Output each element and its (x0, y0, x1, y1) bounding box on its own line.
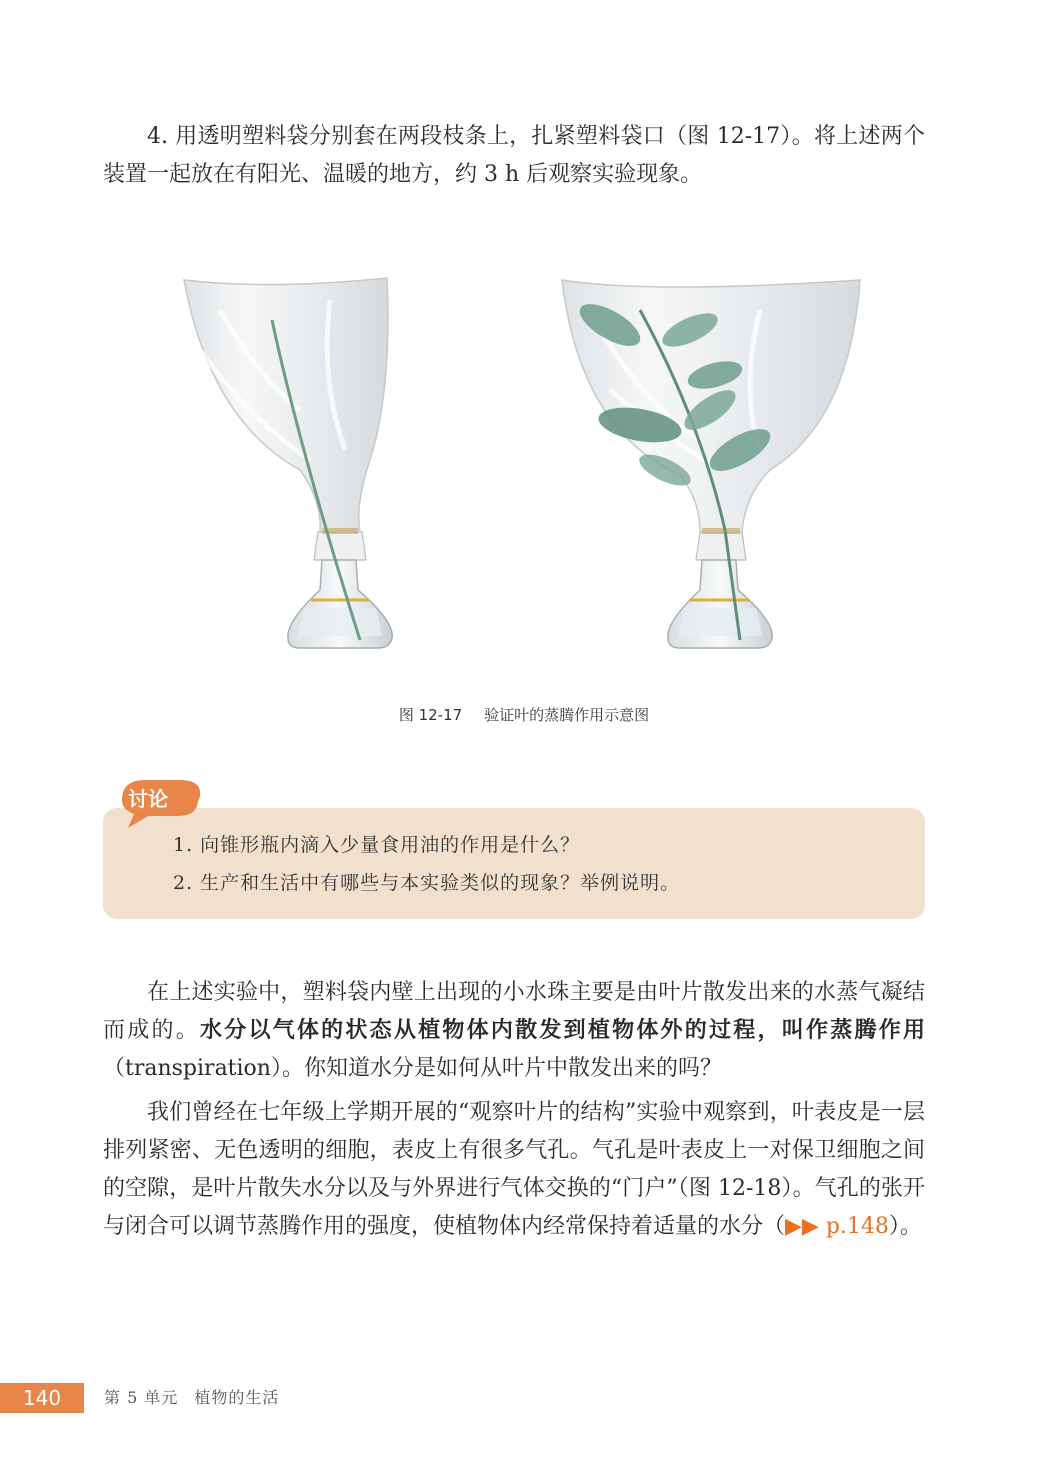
discussion-question-2: 2. 生产和生活中有哪些与本实验类似的现象？举例说明。 (173, 872, 681, 894)
body-paragraph-2-tail: ）。 (888, 1214, 922, 1239)
body-paragraph-1-tail: （transpiration）。你知道水分是如何从叶片中散发出来的吗？ (103, 1056, 722, 1081)
unit-title: 植物的生活 (194, 1388, 280, 1407)
figure-caption-number: 图 12-17 (398, 706, 463, 724)
figure-caption-title: 验证叶的蒸腾作用示意图 (484, 706, 650, 724)
discussion-list (173, 826, 680, 902)
discussion-question-1: 1. 向锥形瓶内滴入少量食用油的作用是什么？ (173, 834, 581, 856)
body-paragraph-2 (103, 1094, 925, 1246)
unit-label (104, 1383, 279, 1413)
discussion-badge (110, 772, 205, 832)
body-paragraph-1 (103, 974, 925, 1088)
page-cross-reference-link[interactable]: ▶▶ p.148 (785, 1214, 889, 1239)
flask-apparatus-leafless (184, 278, 392, 648)
body-paragraph-1-text: 在上述实验中，塑料袋内壁上出现的小水珠主要是由叶片散发出来的水蒸气凝结而成的。 (103, 980, 925, 1043)
page-footer (0, 1383, 1048, 1413)
page-number: 140 (0, 1383, 84, 1413)
discussion-box (103, 808, 925, 919)
body-paragraph-2-text: 我们曾经在七年级上学期开展的“观察叶片的结构”实验中观察到，叶表皮是一层排列紧密、无色透明的细胞，表皮上有很多气孔。气孔是叶表皮上一对保卫细胞之间的空隙，是叶片散失水分以及与外界进行气体交换的“门户”（图 12-18）。气孔的张开与闭合可以调节蒸腾作用的强度，使植物体内经常保持着适量的水分（ (103, 1100, 925, 1239)
flask-apparatus-with-leaves (562, 280, 860, 648)
figure-caption (0, 704, 1048, 725)
unit-number: 第 5 单元 (104, 1388, 179, 1407)
transpiration-experiment-figure (0, 270, 1048, 670)
discussion-badge-label: 讨论 (128, 787, 168, 811)
transpiration-definition: 水分以气体的状态从植物体内散发到植物体外的过程，叫作蒸腾作用 (199, 1018, 925, 1043)
step-4-paragraph: 4. 用透明塑料袋分别套在两段枝条上，扎紧塑料袋口（图 12-17）。将上述两个装置一起放在有阳光、温暖的地方，约 3 h 后观察实验现象。 (103, 124, 925, 187)
